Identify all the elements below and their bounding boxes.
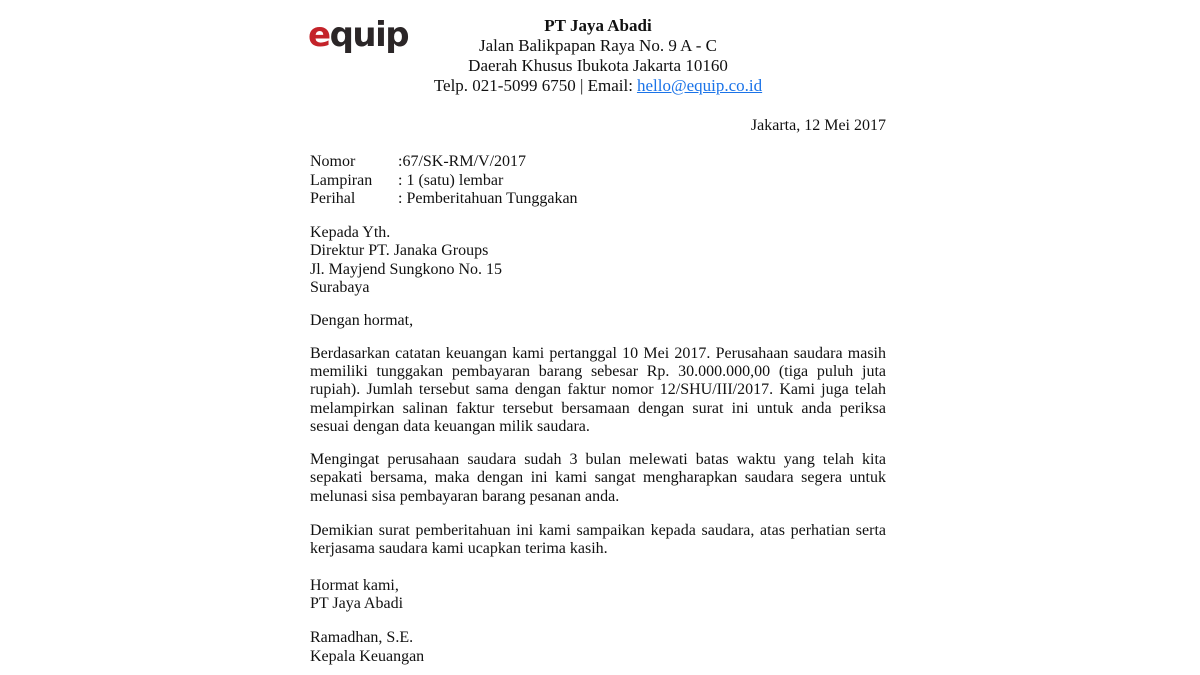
signature-block [310, 629, 886, 666]
meta-label-perihal: Perihal [310, 189, 356, 207]
company-address-line2: Daerah Khusus Ibukota Jakarta 10160 [468, 56, 728, 75]
recipient-line-direktur: Direktur PT. Janaka Groups [310, 242, 489, 260]
body-paragraph-3: Demikian surat pemberitahuan ini kami sampaikan kepada saudara, atas perhatian serta kerjasama saudara kami ucapkan terima kasih. [310, 522, 886, 558]
body-paragraph-1: Berdasarkan catatan keuangan kami pertanggal 10 Mei 2017. Perusahaan saudara masih memiliki tunggakan pembayaran barang sebesar Rp. 30.000.000,00 (tiga puluh juta rupiah). Jumlah tersebut sama dengan faktur nomor 12/SHU/III/2017. Kami juga telah melampirkan salinan faktur tersebut bersamaan dengan surat ini untuk anda periksa sesuai dengan data keuangan milik saudara. [310, 344, 886, 435]
company-name: PT Jaya Abadi [544, 16, 652, 35]
letter-content [310, 0, 886, 666]
signer-name: Ramadhan, S.E. [310, 629, 414, 647]
logo-text-quip: quip [329, 15, 409, 55]
company-logo [308, 15, 409, 55]
phone-and-email-label: Telp. 021-5099 6750 | Email: [433, 76, 633, 95]
body-paragraph-2: Mengingat perusahaan saudara sudah 3 bulan melewati batas waktu yang telah kita sepakati bersama, maka dengan ini kami sangat mengharapkan saudara segera untuk melunasi sisa pembayaran barang pesanan anda. [310, 451, 886, 505]
meta-label-nomor: Nomor [310, 153, 356, 171]
meta-value-lampiran: : 1 (satu) lembar [398, 171, 504, 189]
logo-letter-e: e [308, 15, 330, 55]
meta-value-nomor: :67/SK-RM/V/2017 [398, 153, 527, 171]
recipient-line-city: Surabaya [310, 279, 370, 297]
meta-row-perihal [310, 190, 886, 208]
meta-row-nomor [310, 153, 886, 171]
recipient-block [310, 224, 886, 297]
letterhead [310, 0, 886, 96]
company-contact-line [310, 76, 886, 96]
closing-line-company: PT Jaya Abadi [310, 594, 404, 612]
meta-row-lampiran [310, 172, 886, 190]
company-address-line1: Jalan Balikpapan Raya No. 9 A - C [479, 36, 717, 55]
recipient-line-street: Jl. Mayjend Sungkono No. 15 [310, 260, 502, 278]
meta-label-lampiran: Lampiran [310, 171, 373, 189]
closing-block [310, 577, 886, 614]
recipient-line-kepada: Kepada Yth. [310, 224, 391, 242]
date-line: Jakarta, 12 Mei 2017 [750, 117, 886, 134]
signer-title: Kepala Keuangan [310, 647, 425, 665]
letter-meta [310, 153, 886, 208]
closing-line-hormat: Hormat kami, [310, 576, 399, 594]
salutation: Dengan hormat, [310, 312, 414, 330]
meta-value-perihal: : Pemberitahuan Tunggakan [398, 189, 578, 207]
email-link[interactable]: hello@equip.co.id [636, 76, 763, 95]
